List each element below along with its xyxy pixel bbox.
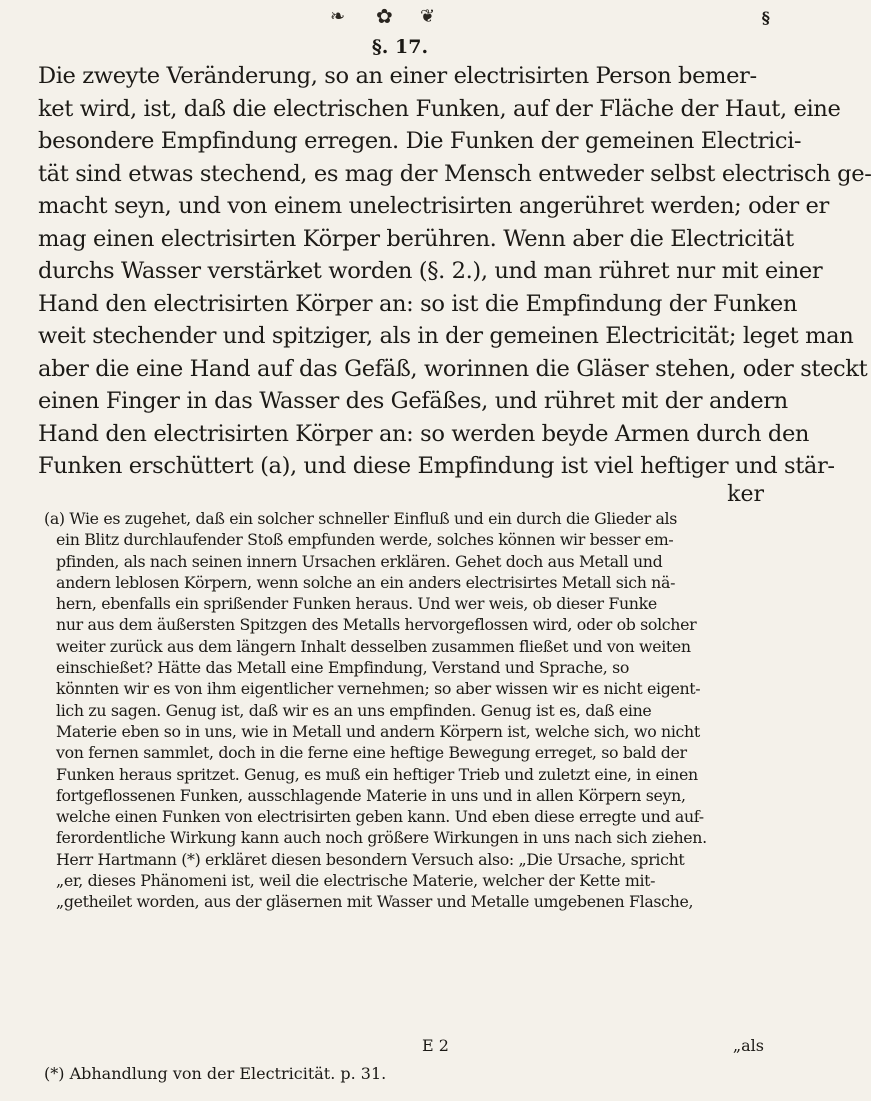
signature-line (0, 1036, 800, 1060)
footnote-line: einschießet? Hätte das Metall eine Empfindung, Verstand und Sprache, so (56, 658, 630, 678)
text-line: Hand den electrisirten Körper an: so ist die Empfindung der Funken (38, 290, 798, 317)
footnote-line: Herr Hartmann (*) erkläret diesen besondern Versuch also: „Die Ursache, spricht (56, 849, 685, 869)
reference-note: (*) Abhandlung von der Electricität. p. 31. (44, 1064, 387, 1083)
text-line: besondere Empfindung erregen. Die Funken der gemeinen Electrici- (38, 128, 802, 154)
footnote-line: nur aus dem äußersten Spitzgen des Metalls hervorgeflossen wird, oder ob solcher (56, 615, 697, 635)
ornament-right-icon: ❦ (420, 6, 436, 27)
footnote (44, 508, 772, 913)
footnote-line: lich zu sagen. Genug ist, daß wir es an uns empfinden. Genug ist es, daß eine (56, 700, 652, 720)
text-line: Funken erschüttert (a), und diese Empfindung ist viel heftiger und stär- (38, 453, 835, 479)
header-ornament (0, 6, 800, 28)
text-line: mag einen electrisirten Körper berühren. Wenn aber die Electricität (38, 225, 794, 252)
footnote-line: welche einen Funken von electrisirten geben kann. Und eben diese erregte und auf- (56, 807, 704, 827)
footnote-line: hern, ebenfalls ein sprißender Funken heraus. Und wer weis, ob dieser Funke (56, 594, 657, 614)
text-line: durchs Wasser verstärket worden (§. 2.), und man rühret nur mit einer (38, 258, 823, 284)
catchword-main: ker (727, 482, 764, 507)
text-line: ket wird, ist, daß die electrischen Funken, auf der Fläche der Haut, eine (38, 95, 841, 122)
section-number: §. 17. (371, 36, 429, 58)
footnote-line: „er, dieses Phänomeni ist, weil die electrische Materie, welcher der Kette mit- (56, 871, 656, 891)
main-text (38, 60, 871, 483)
footnote-line: ein Blitz durchlaufender Stoß empfunden werde, solches können wir besser em- (56, 530, 674, 550)
text-line: aber die eine Hand auf das Gefäß, worinnen die Gläser stehen, oder steckt (38, 355, 868, 382)
catchword-footnote: „als (732, 1036, 764, 1055)
footnote-line: von fernen sammlet, doch in die ferne eine heftige Bewegung erreget, so bald der (56, 743, 687, 763)
text-line: einen Finger in das Wasser des Gefäßes, und rühret mit der andern (38, 388, 788, 414)
footnote-line: Materie eben so in uns, wie in Metall und andern Körpern ist, welche sich, wo nicht (56, 721, 700, 741)
footnote-line: könnten wir es von ihm eigentlicher vernehmen; so aber wissen wir es nicht eigent- (56, 679, 701, 699)
text-line: tät sind etwas stechend, es mag der Mensch entweder selbst electrisch ge- (38, 160, 871, 187)
signature-mark: E 2 (422, 1036, 449, 1055)
text-line: macht seyn, und von einem unelectrisirten angerühret werden; oder er (38, 193, 829, 219)
ornament-left-icon: ❧ (330, 6, 346, 27)
printer-mark: § (761, 8, 770, 27)
ornament-center-icon: ✿ (376, 4, 393, 28)
text-line: Die zweyte Veränderung, so an einer electrisirten Person bemer- (38, 63, 757, 89)
footnote-line: andern leblosen Körpern, wenn solche an ein anders electrisirtes Metall sich nä- (56, 572, 676, 592)
text-line: Hand den electrisirten Körper an: so werden beyde Armen durch den (38, 420, 810, 447)
footnote-line: „getheilet worden, aus der gläsernen mit Wasser und Metalle umgebenen Flasche, (56, 892, 694, 912)
footnote-line: weiter zurück aus dem längern Inhalt desselben zusammen fließet und von weiten (56, 636, 691, 656)
footnote-line: fortgeflossenen Funken, ausschlagende Materie in uns und in allen Körpern seyn, (56, 785, 686, 805)
footnote-line: (a) Wie es zugehet, daß ein solcher schneller Einfluß und ein durch die Glieder als (44, 509, 678, 528)
text-line: weit stechender und spitziger, als in der gemeinen Electricität; leget man (38, 323, 854, 349)
footnote-line: ferordentliche Wirkung kann auch noch größere Wirkungen in uns nach sich ziehen. (56, 828, 707, 848)
footnote-line: Funken heraus spritzet. Genug, es muß ein heftiger Trieb und zuletzt eine, in einen (56, 764, 698, 784)
footnote-line: pfinden, als nach seinen innern Ursachen erklären. Gehet doch aus Metall und (56, 551, 663, 571)
